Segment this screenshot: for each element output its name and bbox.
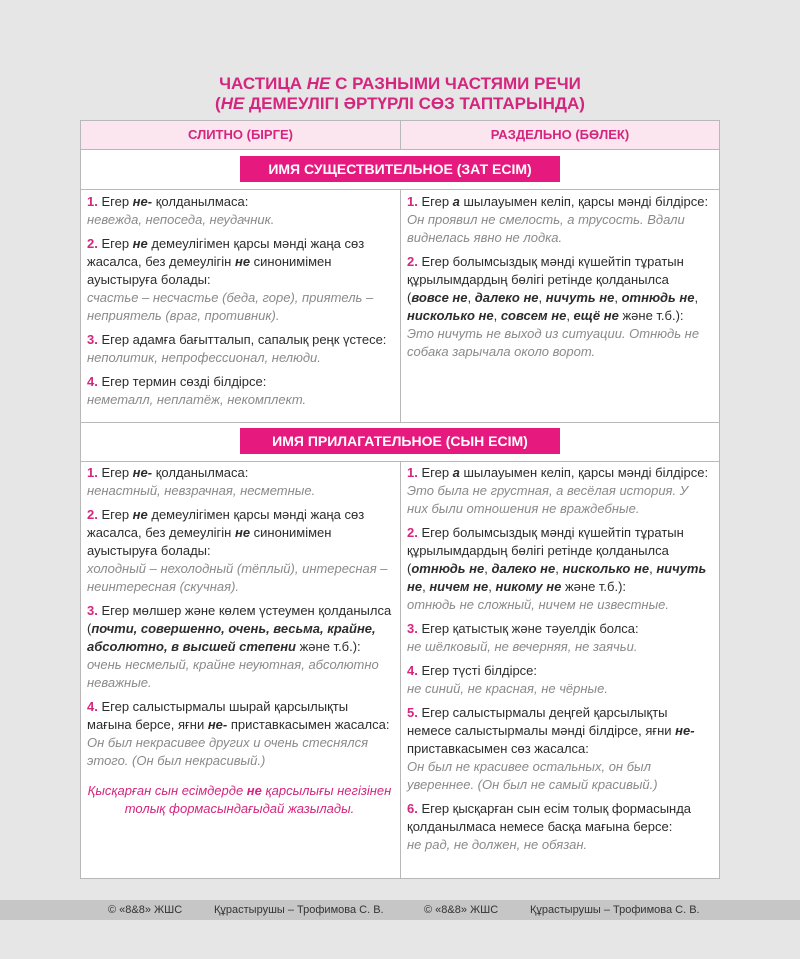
particle-highlight: совсем не [500,308,567,323]
adjective-separate-rules [407,464,712,860]
rule-number: 4. [87,699,98,714]
rule-number: 1. [87,194,98,209]
rule-number: 1. [407,465,418,480]
particle-highlight: ничем не [429,579,489,594]
rule-number: 1. [87,465,98,480]
rule-text: шылауымен келіп, қарсы мәнді білдірсе: [459,194,709,209]
rule-number: 2. [87,236,98,251]
particle-highlight: ничуть не [407,561,707,594]
rule-text: , [538,290,546,305]
rule-text: , [467,290,475,305]
particle-highlight: далеко не [491,561,556,576]
title-line-2: (НЕ ДЕМЕУЛІГІ ӘРТҮРЛІ СӨЗ ТАПТАРЫНДА) [215,94,585,113]
rule-item [87,698,392,770]
particle-highlight: не [132,507,148,522]
rule-text: қолданылмаса: [152,194,249,209]
rule-text: демеулігімен қарсы мәнді жаңа сөз жасалса, без демеулігін [87,507,365,540]
rule-text: Егер болымсыздық мәнді күшейтіп тұратын құрылымдардың бөлігі ретінде қолданылса ( [407,525,684,576]
particle-highlight: нисколько не [407,308,494,323]
rule-text: демеулігімен қарсы мәнді жаңа сөз жасалса, без демеулігін [87,236,365,269]
rule-text: Егер қысқарған сын есім толық формасында қолданылмаса немесе басқа мағына берсе: [407,801,692,834]
rule-item [407,800,712,854]
rule-example: неполитик, непрофессионал, нелюди. [87,350,321,365]
rule-example: Он был не красивее остальных, он был увереннее. (Он был не самый красивый.) [407,759,658,792]
footer-author: Құрастырушы – Трофимова С. В. [214,904,384,916]
rule-text: Егер болымсыздық мәнді күшейтіп тұратын құрылымдардың бөлігі ретінде қолданылса ( [407,254,684,305]
rule-example: не шёлковый, не вечерняя, не заячьи. [407,639,638,654]
rule-text: Егер [417,465,453,480]
rule-text: Егер адамға бағытталып, сапалық реңк үстесе: [97,332,387,347]
rule-text: , [555,561,563,576]
particle-highlight: не [234,525,251,540]
column-header-together: СЛИТНО (БІРГЕ) [81,121,400,149]
rule-text: приставкасымен сөз жасалса: [407,741,589,756]
particle-highlight: нисколько не [562,561,650,576]
rule-text: , [649,561,657,576]
rule-example: неметалл, неплатёж, некомплект. [87,392,307,407]
rule-number: 3. [87,603,98,618]
particle-highlight: никому не [495,579,562,594]
rule-text: қолданылмаса: [152,465,249,480]
rule-text: , [484,561,492,576]
rule-item [87,602,392,692]
rule-example: Это была не грустная, а весёлая история. У них были отношения не враждебные. [407,483,689,516]
rule-text: Егер салыстырмалы деңгей қарсылықты немесе салыстырмалы мәнді білдірсе, яғни [407,705,676,738]
rule-item [87,506,392,596]
rule-text: Егер [417,194,453,209]
rule-text: , [694,290,699,305]
rule-example: не синий, не красная, не чёрные. [407,681,608,696]
rule-number: 5. [407,705,418,720]
rule-number: 2. [87,507,98,522]
adjective-together-rules [87,464,392,818]
rule-example: Это ничуть не выход из ситуации. Отнюдь не собака зарычала около ворот. [407,326,700,359]
particle-highlight: не- [132,465,153,480]
particle-highlight: не [246,783,262,798]
rule-text: , [422,579,430,594]
rule-number: 4. [87,374,98,389]
rule-item [407,524,712,614]
column-header-separate: РАЗДЕЛЬНО (БӨЛЕК) [401,121,719,149]
rule-text: синонимімен ауыстыруға болады: [87,525,332,558]
short-adjective-note [87,782,392,818]
footer-copyright: © «8&8» ЖШС [424,904,499,916]
divider [400,121,401,149]
particle-highlight: вовсе не [411,290,468,305]
noun-together-rules [87,193,392,415]
page-title [0,74,800,114]
particle-highlight: далеко не [474,290,539,305]
rule-text: Егер [97,465,133,480]
rule-item [407,704,712,794]
rule-text: Егер [97,236,133,251]
rule-item [407,193,712,247]
divider [81,422,719,423]
particle-highlight: не [132,236,148,251]
rule-item [407,253,712,361]
rule-number: 3. [87,332,98,347]
title-line-1: ЧАСТИЦА НЕ С РАЗНЫМИ ЧАСТЯМИ РЕЧИ [219,74,581,93]
rule-number: 2. [407,254,418,269]
rule-example: отнюдь не сложный, ничем не известные. [407,597,669,612]
rule-example: холодный – нехолодный (тёплый), интересная – неинтересная (скучная). [87,561,388,594]
particle-highlight: а [452,465,460,480]
particle-highlight: почти, совершенно, очень, весьма, крайне, абсолютно, в высшей степени [87,621,376,654]
rules-table [80,120,720,879]
rule-text: және т.б.): [561,579,627,594]
rule-text: приставкасымен жасалса: [227,717,390,732]
footer [0,900,800,920]
rule-item [407,464,712,518]
divider [81,149,719,150]
rule-item [87,373,392,409]
rule-number: 4. [407,663,418,678]
rule-text: Егер қатыстық және тәуелдік болса: [417,621,639,636]
rule-item [87,331,392,367]
footer-copyright: © «8&8» ЖШС [108,904,183,916]
particle-highlight: не- [675,723,695,738]
noun-separate-rules [407,193,712,367]
particle-highlight: отнюдь не [621,290,695,305]
note-text: қарсылығы негізінен толық формасындағыдай жазылады. [124,783,392,816]
rule-text: Егер [97,194,133,209]
particle-highlight: ещё не [573,308,619,323]
rule-text: және т.б.): [618,308,684,323]
rule-text: , [488,579,496,594]
particle-highlight: отнюдь не [411,561,485,576]
rule-example: не рад, не должен, не обязан. [407,837,588,852]
particle-highlight: а [452,194,460,209]
divider [400,462,401,878]
section-badge-noun: ИМЯ СУЩЕСТВИТЕЛЬНОЕ (ЗАТ ЕСІМ) [240,156,560,182]
rule-example: Он был некрасивее других и очень стеснялся этого. (Он был некрасивый.) [87,735,369,768]
section-badge-adjective: ИМЯ ПРИЛАГАТЕЛЬНОЕ (СЫН ЕСІМ) [240,428,560,454]
divider [400,190,401,422]
rule-text: , [566,308,574,323]
rule-example: счастье – несчастье (беда, горе), приятель – неприятель (враг, противник). [87,290,374,323]
rule-item [87,235,392,325]
footer-author: Құрастырушы – Трофимова С. В. [530,904,700,916]
note-text: Қысқарған сын есімдерде [87,783,247,798]
rule-number: 2. [407,525,418,540]
rule-text: Егер термин сөзді білдірсе: [97,374,267,389]
rule-text: және т.б.): [295,639,361,654]
rule-example: Он проявил не смелость, а трусость. Вдали виднелась явно не лодка. [407,212,685,245]
particle-highlight: не- [207,717,228,732]
rule-text: синонимімен ауыстыруға болады: [87,254,332,287]
rule-number: 1. [407,194,418,209]
rule-number: 6. [407,801,418,816]
rule-text: шылауымен келіп, қарсы мәнді білдірсе: [459,465,709,480]
rule-item [407,662,712,698]
rule-item [87,464,392,500]
rule-example: ненастный, невзрачная, несметные. [87,483,316,498]
rule-number: 3. [407,621,418,636]
particle-highlight: не- [132,194,153,209]
rule-item [87,193,392,229]
rule-text: Егер салыстырмалы шырай қарсылықты мағына берсе, яғни [87,699,349,732]
rule-text: Егер мөлшер және көлем үстеумен қолданылса ( [87,603,392,636]
rule-text: , [493,308,501,323]
rule-example: очень несмелый, крайне неуютная, абсолютно неважные. [87,657,379,690]
rule-item [407,620,712,656]
rule-text: , [614,290,622,305]
rule-example: невежда, непоседа, неудачник. [87,212,275,227]
particle-highlight: ничуть не [545,290,615,305]
rule-text: Егер [97,507,133,522]
particle-highlight: не [234,254,251,269]
rule-text: Егер түсті білдірсе: [417,663,538,678]
